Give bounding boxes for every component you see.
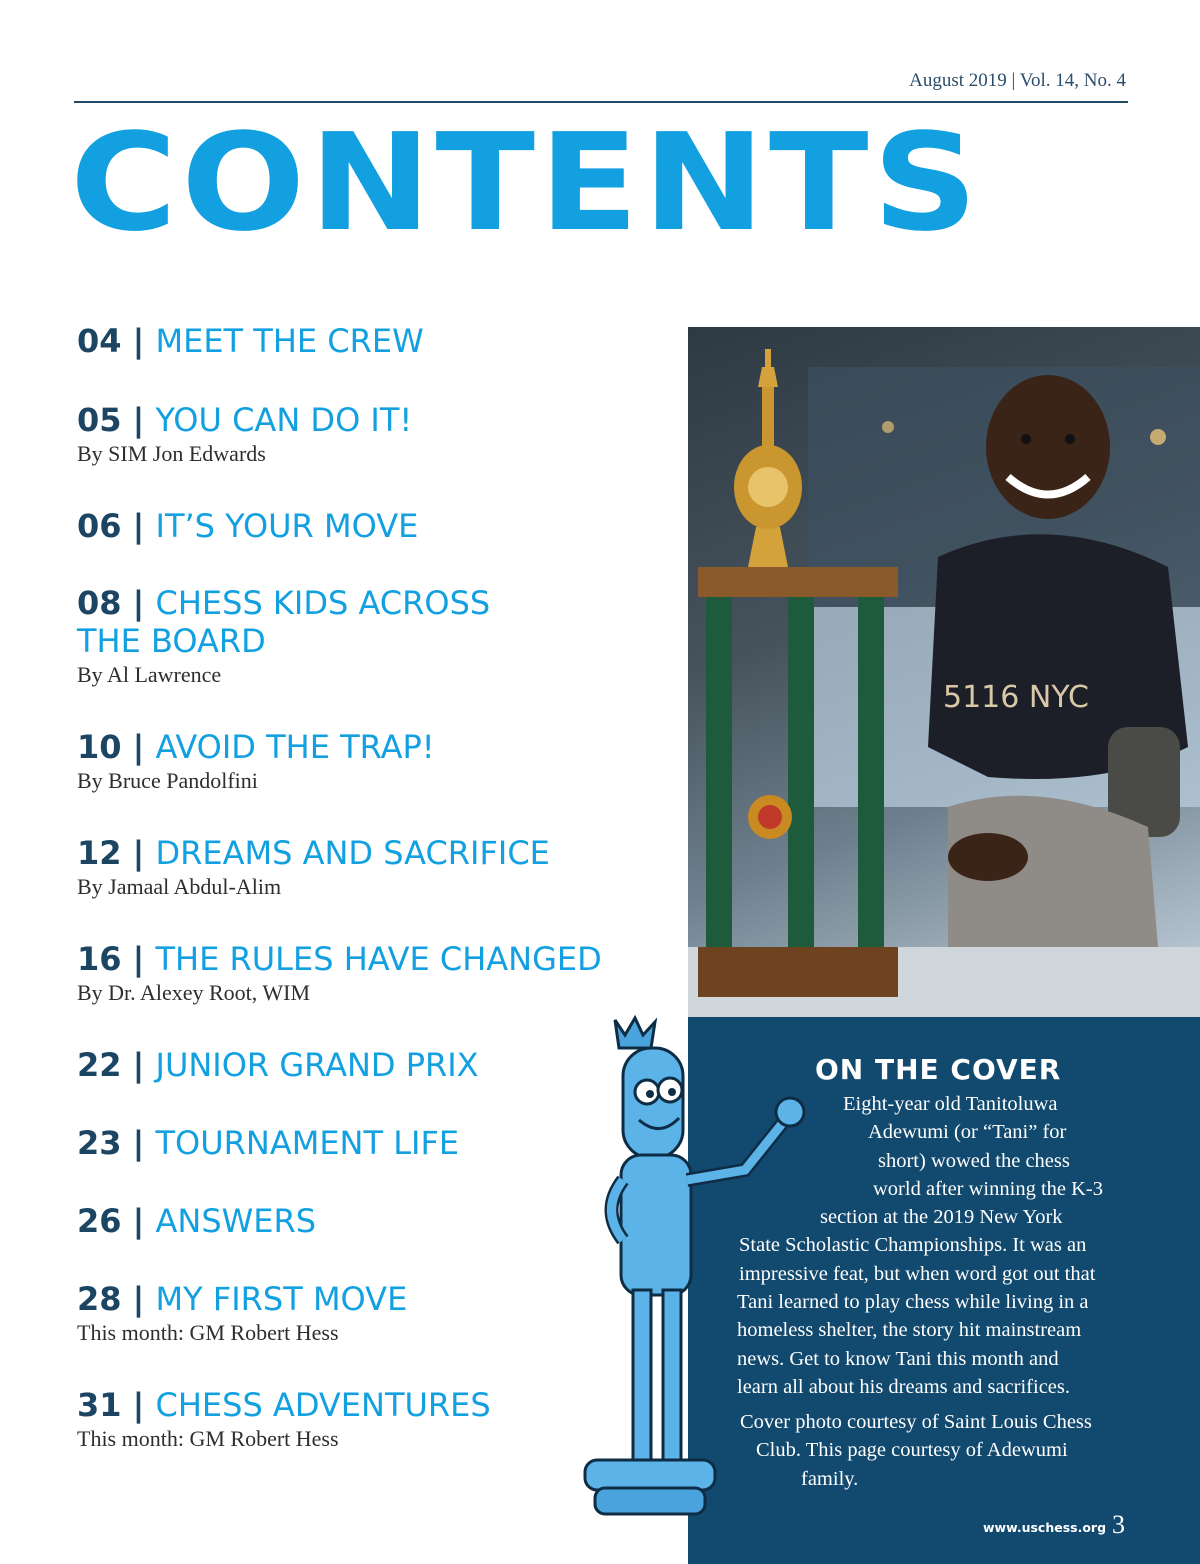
toc-page-number: 06 <box>77 507 122 545</box>
cover-text-line: section at the 2019 New York <box>820 1206 1063 1229</box>
toc-entry[interactable]: 23 | TOURNAMENT LIFE <box>77 1124 460 1162</box>
toc-title: IT’S YOUR MOVE <box>155 507 419 545</box>
toc-entry[interactable]: 04 | MEET THE CREW <box>77 322 424 360</box>
toc-title: THE RULES HAVE CHANGED <box>155 940 602 978</box>
cover-text-line: State Scholastic Championships. It was an <box>739 1234 1087 1257</box>
toc-page-number: 08 <box>77 584 122 622</box>
toc-title: MEET THE CREW <box>155 322 424 360</box>
toc-title-line2: THE BOARD <box>77 622 266 660</box>
cover-text-line: learn all about his dreams and sacrifices. <box>737 1375 1070 1398</box>
toc-byline: This month: GM Robert Hess <box>77 1320 339 1345</box>
cover-text-line: homeless shelter, the story hit mainstream <box>737 1319 1082 1342</box>
toc-byline: By Jamaal Abdul-Alim <box>77 874 282 899</box>
issue-line: August 2019 | Vol. 14, No. 4 <box>909 70 1126 91</box>
toc-page-number: 23 <box>77 1124 122 1162</box>
toc-title: MY FIRST MOVE <box>155 1280 408 1318</box>
toc-byline: By Dr. Alexey Root, WIM <box>77 980 311 1005</box>
toc-entry[interactable]: 26 | ANSWERS <box>77 1202 317 1240</box>
toc-title: CHESS KIDS ACROSS <box>155 584 491 622</box>
toc-byline: By Bruce Pandolfini <box>77 768 258 793</box>
toc-page-number: 22 <box>77 1046 122 1084</box>
toc-entry[interactable]: 12 | DREAMS AND SACRIFICE By Jamaal Abdul-Alim <box>77 834 677 900</box>
credit-line: Cover photo courtesy of Saint Louis Chess <box>740 1411 1092 1433</box>
cover-text-line: Eight-year old Tanitoluwa <box>843 1093 1058 1115</box>
cover-text-line: short) wowed the chess <box>878 1149 1070 1172</box>
cover-heading: ON THE COVER <box>815 1053 1062 1086</box>
toc-entry[interactable]: 22 | JUNIOR GRAND PRIX <box>77 1046 479 1084</box>
toc-entry[interactable]: 06 | IT’S YOUR MOVE <box>77 507 419 545</box>
toc-page-number: 28 <box>77 1280 122 1318</box>
toc-entry[interactable]: 28 | MY FIRST MOVE This month: GM Robert Hess <box>77 1280 677 1346</box>
toc-page-number: 10 <box>77 728 122 766</box>
toc-entry[interactable]: 10 | AVOID THE TRAP! By Bruce Pandolfini <box>77 728 677 794</box>
toc-entry[interactable]: 16 | THE RULES HAVE CHANGED By Dr. Alexey Root, WIM <box>77 940 677 1006</box>
page-title: CONTENTS <box>70 104 982 262</box>
toc-page-number: 12 <box>77 834 122 872</box>
shirt-text: 5116 NYC <box>943 680 1089 715</box>
toc-entry[interactable]: 05 | YOU CAN DO IT! By SIM Jon Edwards <box>77 401 677 467</box>
credit-line: Club. This page courtesy of Adewumi <box>756 1439 1068 1462</box>
toc-entry[interactable]: 08 | CHESS KIDS ACROSS THE BOARD By Al Lawrence <box>77 584 677 688</box>
header-rule <box>74 101 1128 103</box>
toc-title: JUNIOR GRAND PRIX <box>155 1046 479 1084</box>
toc-title: DREAMS AND SACRIFICE <box>155 834 550 872</box>
toc-byline: This month: GM Robert Hess <box>77 1426 339 1451</box>
toc-page-number: 16 <box>77 940 122 978</box>
toc-byline: By Al Lawrence <box>77 662 222 687</box>
page-number: 3 <box>1112 1510 1125 1539</box>
toc-byline: By SIM Jon Edwards <box>77 441 266 466</box>
toc-title: AVOID THE TRAP! <box>155 728 435 766</box>
website-url[interactable]: www.uschess.org <box>983 1520 1107 1535</box>
cover-text-line: world after winning the K-3 <box>873 1177 1103 1200</box>
toc-title: YOU CAN DO IT! <box>155 401 413 439</box>
toc-page-number: 31 <box>77 1386 122 1424</box>
toc-entry[interactable]: 31 | CHESS ADVENTURES This month: GM Robert Hess <box>77 1386 677 1452</box>
toc-page-number: 26 <box>77 1202 122 1240</box>
cover-text-line: impressive feat, but when word got out that <box>739 1262 1096 1285</box>
toc-title: TOURNAMENT LIFE <box>155 1124 460 1162</box>
cover-photo-illustration <box>688 327 1200 1017</box>
cover-photo <box>688 327 1200 1017</box>
cover-credit <box>700 1408 1140 1493</box>
cover-description <box>700 1090 1140 1401</box>
cover-text-line: news. Get to know Tani this month and <box>737 1347 1059 1370</box>
credit-line: family. <box>801 1467 859 1490</box>
cover-text-line: Adewumi (or “Tani” for <box>868 1121 1067 1144</box>
cover-text-line: Tani learned to play chess while living in a <box>737 1291 1089 1314</box>
toc-page-number: 05 <box>77 401 122 439</box>
toc-title: ANSWERS <box>155 1202 317 1240</box>
toc-page-number: 04 <box>77 322 122 360</box>
toc-title: CHESS ADVENTURES <box>155 1386 491 1424</box>
